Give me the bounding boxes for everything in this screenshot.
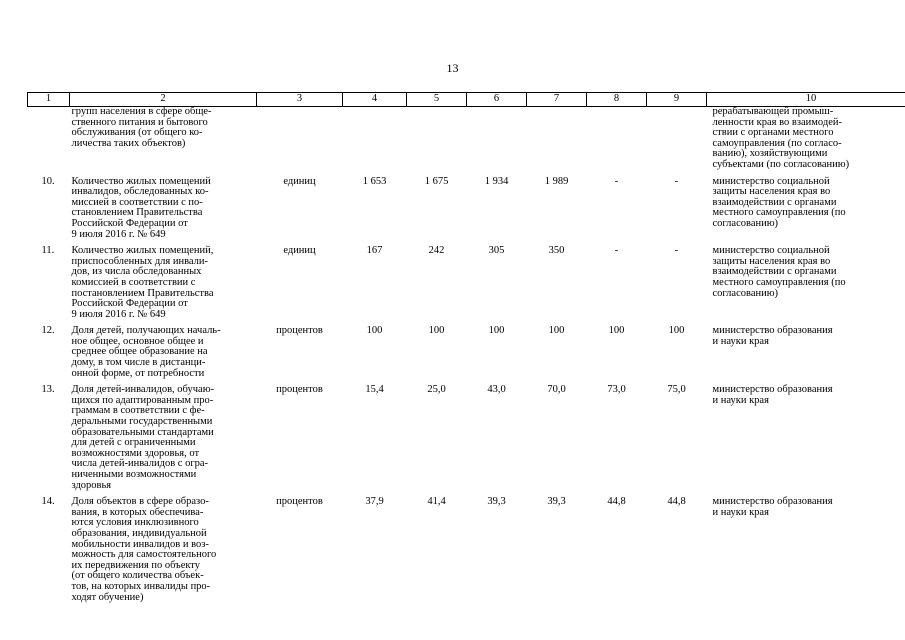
value-col6: 305	[488, 245, 505, 257]
indicators-table	[27, 92, 905, 609]
table-row	[28, 497, 905, 609]
indicator-name: Количество жилых помещений инвалидов, обследованных ко- миссией в соответствии с по- становлением Правительства Российской Федерации от 9 июля 2016 г. № 649	[71, 175, 211, 240]
value-col7: 39,3	[547, 496, 566, 508]
responsible-body: министерство образования и науки края	[712, 496, 833, 518]
value-col8: 100	[608, 325, 625, 337]
table-row	[28, 177, 905, 247]
value-col8: 44,8	[607, 496, 626, 508]
value-col8: 73,0	[607, 384, 626, 396]
value-col9	[647, 107, 707, 177]
indicator-name: Количество жилых помещений, приспособленных для инвали- дов, из числа обследованных комиссией в соответствии с постановлением Правительства Российской Федерации от 9 июля 2016 г. № 649	[71, 245, 214, 320]
value-col6	[467, 107, 527, 177]
value-col4	[343, 107, 407, 177]
unit-of-measure: процентов	[276, 384, 323, 396]
value-col5: 25,0	[427, 384, 446, 396]
value-col8	[587, 107, 647, 177]
table-header-row	[28, 93, 905, 107]
value-col7: 70,0	[547, 384, 566, 396]
value-col7	[527, 107, 587, 177]
value-col4: 15,4	[365, 384, 384, 396]
row-number: 11.	[41, 245, 55, 257]
table-row	[28, 326, 905, 385]
value-col4: 1 653	[362, 175, 387, 187]
responsible-body: министерство социальной защиты населения края во взаимодействии с органами местного самоуправления (по согласованию)	[712, 245, 846, 299]
value-col6: 43,0	[487, 384, 506, 396]
value-col7: 350	[548, 245, 565, 257]
value-col6: 100	[488, 325, 505, 337]
value-col8: -	[614, 175, 619, 187]
value-col5: 41,4	[427, 496, 446, 508]
value-col9: 44,8	[667, 496, 686, 508]
column-header: 8	[587, 93, 647, 107]
row-number	[28, 107, 70, 177]
value-col4: 37,9	[365, 496, 384, 508]
value-col6: 1 934	[484, 175, 509, 187]
value-col8: -	[614, 245, 619, 257]
row-number: 10.	[41, 175, 55, 187]
value-col5: 1 675	[424, 175, 449, 187]
value-col5: 242	[428, 245, 445, 257]
table-row	[28, 246, 905, 326]
row-number: 12.	[41, 325, 55, 337]
indicator-name: Доля объектов в сфере образо- вания, в которых обеспечива- ются условия инклюзивного образования, индивидуальной мобильности инвалидов и воз- можность для самостоятельного их передвижения по объекту (от общего количества объек- тов, на которых инвалиды про- ходят обучение)	[71, 496, 217, 603]
value-col4: 100	[366, 325, 383, 337]
responsible-body: рерабатывающей промыш- ленности края во взаимодей- ствии с органами местного самоуправления (по согласо- ванию), хозяйствующими субъектами (по согласованию)	[712, 106, 850, 170]
value-col4: 167	[366, 245, 383, 257]
value-col7: 100	[548, 325, 565, 337]
unit-of-measure: единиц	[283, 245, 316, 257]
responsible-body: министерство социальной защиты населения края во взаимодействии с органами местного самоуправления (по согласованию)	[712, 175, 846, 229]
row-number: 14.	[41, 496, 55, 508]
value-col7: 1 989	[544, 175, 569, 187]
value-col9: 75,0	[667, 384, 686, 396]
value-col5	[407, 107, 467, 177]
column-header: 2	[70, 93, 257, 107]
responsible-body: министерство образования и науки края	[712, 384, 833, 406]
column-header: 10	[707, 93, 905, 107]
value-col9: -	[674, 175, 679, 187]
value-col6: 39,3	[487, 496, 506, 508]
unit-of-measure	[257, 107, 343, 177]
unit-of-measure: процентов	[276, 496, 323, 508]
column-header: 7	[527, 93, 587, 107]
row-number: 13.	[41, 384, 55, 396]
column-header: 4	[343, 93, 407, 107]
column-header: 1	[28, 93, 70, 107]
value-col9: -	[674, 245, 679, 257]
indicator-name: Доля детей-инвалидов, обучаю- щихся по адаптированным про- граммам в соответствии с фе- деральными государственными образовательными стандартами для детей с ограниченными возможностями здоровья, от числа детей-инвалидов с огра- ниченными возможностями здоровья	[71, 384, 215, 491]
table-row	[28, 385, 905, 497]
responsible-body: министерство образования и науки края	[712, 325, 833, 347]
table-row	[28, 107, 905, 177]
unit-of-measure: единиц	[283, 175, 316, 187]
value-col9: 100	[668, 325, 685, 337]
column-header: 9	[647, 93, 707, 107]
page-number: 13	[446, 61, 459, 75]
indicator-name: групп населения в сфере обще- ственного питания и бытового обслуживания (от общего ко- личества таких объектов)	[71, 106, 212, 149]
table-body	[28, 107, 905, 610]
unit-of-measure: процентов	[276, 325, 323, 337]
column-header: 3	[257, 93, 343, 107]
value-col5: 100	[428, 325, 445, 337]
column-header: 5	[407, 93, 467, 107]
column-header: 6	[467, 93, 527, 107]
indicator-name: Доля детей, получающих началь- ное общее, основное общее и среднее общее образование на дому, в том числе в дистанци- онной форме, от потребности	[71, 325, 221, 379]
